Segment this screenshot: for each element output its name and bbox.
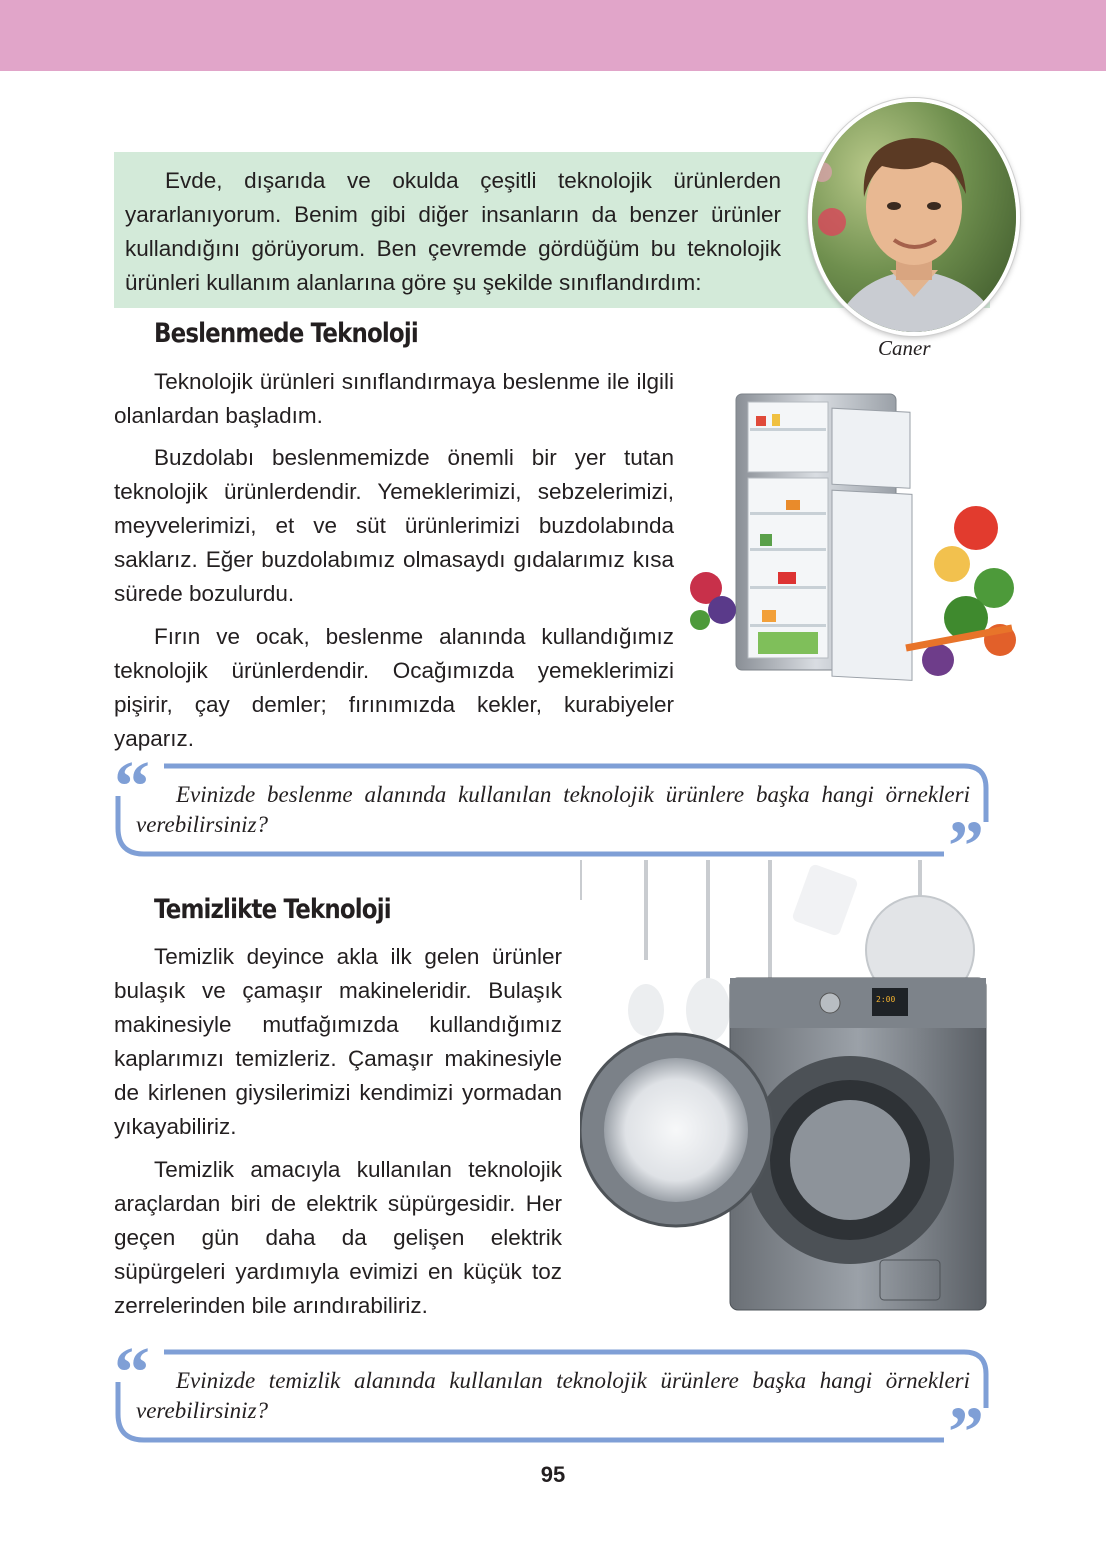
page-header-band (0, 0, 1106, 71)
section-heading-nutrition: Beslenmede Teknoloji (154, 318, 418, 349)
boy-portrait-image (812, 102, 1016, 332)
nutrition-question: Evinizde beslenme alanında kullanılan teknolojik ürünlere başka hangi örnekleri verebilirsiniz? (136, 782, 970, 837)
washer-display-readout: 2:00 (876, 995, 896, 1004)
page-number: 95 (540, 1462, 566, 1487)
character-avatar (808, 98, 1020, 336)
section-heading-cleaning: Temizlikte Teknoloji (154, 894, 391, 925)
open-quote-icon: “ (114, 1332, 150, 1412)
close-quote-icon: ” (948, 806, 984, 886)
washing-machine-image (580, 860, 990, 1315)
cleaning-paragraph-2: Temizlik amacıyla kullanılan teknolojik araçlardan biri de elektrik süpürgesidir. Her geçen gün daha da gelişen elektrik süpürgeleri yardımıyla evimizi en küçük toz zerrelerinden bile arındırabiliriz. (114, 1157, 562, 1318)
character-caption: Caner (878, 336, 931, 360)
nutrition-paragraph-1: Teknolojik ürünleri sınıflandırmaya beslenme ile ilgili olanlardan başladım. (114, 369, 674, 428)
close-quote-icon: ” (948, 1392, 984, 1472)
refrigerator-image (676, 388, 1032, 713)
cleaning-paragraph-1: Temizlik deyince akla ilk gelen ürünler bulaşık ve çamaşır makineleridir. Bulaşık makinesiyle mutfağımızda kullandığımız kaplarımızı temizleriz. Çamaşır makinesiyle de kirlenen giysilerimizi kendimizi yormadan yıkayabiliriz. (114, 944, 562, 1139)
nutrition-paragraph-3: Fırın ve ocak, beslenme alanında kullandığımız teknolojik ürünlerdendir. Ocağımızda yemeklerimizi pişirir, çay demler; fırınımızda kekler, kurabiyeler yaparız. (114, 624, 674, 751)
cleaning-question: Evinizde temizlik alanında kullanılan teknolojik ürünlere başka hangi örnekleri verebilirsiniz? (136, 1368, 970, 1423)
question-bubble-nutrition (114, 746, 990, 886)
question-bubble-cleaning (114, 1332, 990, 1472)
nutrition-paragraph-2: Buzdolabı beslenmemizde önemli bir yer tutan teknolojik ürünlerdendir. Yemeklerimizi, sebzelerimizi, meyvelerimizi, et ve süt ürünlerimizi buzdolabında saklarız. Eğer buzdolabımız olmasaydı gıdalarımız kısa sürede bozulurdu. (114, 445, 674, 606)
intro-text: Evde, dışarıda ve okulda çeşitli teknolojik ürünlerden yararlanıyorum. Benim gibi diğer insanların da benzer ürünler kullandığını görüyorum. Ben çevremde gördüğüm bu teknolojik ürünleri kullanım alanlarına göre şu şekilde sınıflandırdım: (125, 168, 781, 295)
open-quote-icon: “ (114, 746, 150, 826)
